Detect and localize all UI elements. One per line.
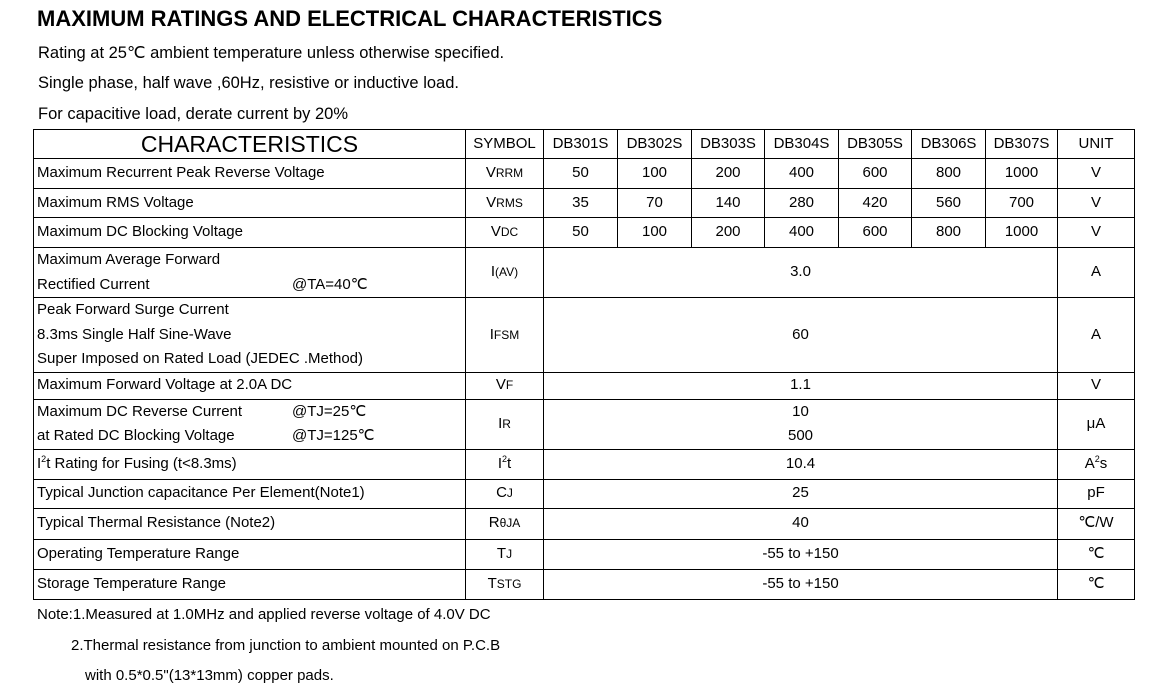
value-cell [544, 449, 1058, 479]
symbol-cell [466, 399, 544, 449]
symbol-main: V [495, 376, 506, 394]
symbol-cell [466, 479, 544, 508]
unit-cell: V [1058, 218, 1135, 248]
value-cell: 1000 [986, 159, 1058, 189]
characteristic-text [37, 347, 462, 372]
characteristic-cell [34, 189, 466, 218]
unit-cell: V [1058, 159, 1135, 189]
symbol-cell [466, 189, 544, 218]
characteristic-cell [34, 218, 466, 248]
header-symbol: SYMBOL [466, 130, 544, 159]
symbol-sub: R [502, 416, 511, 431]
symbol-sub: J [506, 546, 513, 561]
unit-cell: V [1058, 372, 1135, 399]
characteristic-text [37, 323, 462, 348]
value: 60 [792, 325, 809, 343]
value-cell: 600 [839, 218, 912, 248]
intro-line: Rating at 25℃ ambient temperature unless otherwise specified. [38, 44, 505, 62]
table-row [34, 218, 1135, 248]
table-row [34, 539, 1135, 569]
header-part: DB303S [692, 130, 765, 159]
characteristic-cell [34, 539, 466, 569]
value-cell: 800 [912, 159, 986, 189]
unit-cell: ℃ [1058, 539, 1135, 569]
value-cell: 600 [839, 159, 912, 189]
header-row [34, 130, 1135, 159]
symbol-cell [466, 248, 544, 298]
value-cell: 400 [765, 218, 839, 248]
unit-cell: pF [1058, 479, 1135, 508]
value: 3.0 [790, 263, 811, 281]
symbol-cell [466, 539, 544, 569]
header-part: DB302S [618, 130, 692, 159]
table-row [34, 508, 1135, 539]
value: 10 [792, 402, 809, 420]
characteristic-label: Maximum Average Forward [37, 251, 221, 268]
characteristic-text [37, 424, 462, 449]
characteristic-cell [34, 569, 466, 599]
header-part: DB307S [986, 130, 1058, 159]
symbol-sub: FSM [493, 327, 520, 342]
value-cell: 200 [692, 218, 765, 248]
condition: @TA=40℃ [292, 275, 368, 293]
characteristic-cell [34, 248, 466, 298]
value: 500 [787, 427, 814, 444]
note-1: Note:1.Measured at 1.0MHz and applied reverse voltage of 4.0V DC [37, 606, 491, 623]
value-cell: 100 [618, 218, 692, 248]
characteristic-cell [34, 449, 466, 479]
table-row [34, 569, 1135, 599]
value-cell [544, 248, 1058, 298]
symbol-main: I [498, 414, 503, 432]
symbol-cell [466, 569, 544, 599]
value-cell [544, 479, 1058, 508]
symbol-cell: $I^2t$ [466, 449, 544, 479]
characteristic-text [37, 481, 462, 506]
header-part: DB306S [912, 130, 986, 159]
value: 25 [792, 484, 809, 502]
characteristic-cell [34, 298, 466, 373]
characteristic-label: Operating Temperature Range [37, 544, 240, 562]
characteristic-label: Super Imposed on Rated Load (JEDEC .Method) [37, 350, 364, 367]
table-row [34, 372, 1135, 399]
symbol-main: V [490, 223, 501, 241]
symbol-cell [466, 508, 544, 539]
characteristic-text [37, 191, 462, 216]
characteristic-label: Maximum DC Reverse Current [37, 402, 243, 420]
page-title: MAXIMUM RATINGS AND ELECTRICAL CHARACTERISTICS [37, 6, 663, 31]
characteristic-label: Maximum RMS Voltage [37, 193, 194, 211]
characteristic-cell [34, 479, 466, 508]
table-row [34, 189, 1135, 218]
unit-cell: μA [1058, 399, 1135, 449]
symbol-main: T [487, 574, 497, 592]
value-cell [544, 569, 1058, 599]
characteristic-text [37, 400, 462, 425]
value-cell: 50 [544, 159, 618, 189]
header-characteristics: CHARACTERISTICS [34, 130, 466, 159]
header-unit: UNIT [1058, 130, 1135, 159]
symbol-main: C [496, 484, 507, 502]
characteristic-text [37, 273, 462, 298]
characteristic-text [37, 248, 462, 273]
symbol-sub: RMS [496, 195, 523, 210]
value-cell: 200 [692, 159, 765, 189]
characteristic-label: Storage Temperature Range [37, 574, 227, 592]
value-cell: 1000 [986, 218, 1058, 248]
note-2-cont: with 0.5*0.5"(13*13mm) copper pads. [85, 667, 334, 684]
characteristic-label: t Rating for Fusing (t<8.3ms) [46, 454, 237, 472]
unit-cell: ℃ [1058, 569, 1135, 599]
value-cell [544, 539, 1058, 569]
value-cell: 420 [839, 189, 912, 218]
characteristic-text [37, 542, 462, 567]
header-part: DB301S [544, 130, 618, 159]
value: -55 to +150 [762, 574, 839, 592]
unit-cell: $A^2s$ [1058, 449, 1135, 479]
condition: @TJ=125℃ [292, 427, 375, 444]
characteristic-label: 8.3ms Single Half Sine-Wave [37, 325, 232, 343]
symbol-cell [466, 218, 544, 248]
table-row [34, 399, 1135, 449]
intro-line: Single phase, half wave ,60Hz, resistive or inductive load. [38, 74, 459, 92]
value: 1.1 [790, 376, 811, 394]
characteristic-text [37, 572, 462, 597]
note-2: 2.Thermal resistance from junction to ambient mounted on P.C.B [71, 637, 501, 654]
table-row [34, 248, 1135, 298]
symbol-sub: STG [496, 576, 522, 591]
characteristic-label: Rectified Current [37, 275, 150, 293]
symbol-sub: F [505, 378, 514, 393]
symbol-sub: DC [500, 225, 519, 240]
value: 10.4 [785, 454, 816, 472]
characteristic-label: Peak Forward Surge Current [37, 301, 229, 318]
characteristic-label: Typical Thermal Resistance (Note2) [37, 514, 276, 532]
characteristic-text: $I^2t$ Rating for Fusing (t<8.3ms) [37, 453, 237, 472]
header-part: DB305S [839, 130, 912, 159]
value-cell [544, 508, 1058, 539]
symbol-main: R [488, 514, 500, 532]
symbol-cell [466, 298, 544, 373]
characteristic-label: at Rated DC Blocking Voltage [37, 427, 235, 444]
table-row [34, 298, 1135, 373]
symbol-main: I [489, 325, 494, 343]
value-cell: 100 [618, 159, 692, 189]
characteristic-label: Maximum DC Blocking Voltage [37, 223, 243, 241]
characteristic-text [37, 511, 462, 536]
unit-cell: V [1058, 189, 1135, 218]
header-part: DB304S [765, 130, 839, 159]
value-cell: 50 [544, 218, 618, 248]
characteristic-cell [34, 508, 466, 539]
value-cell [544, 298, 1058, 373]
symbol-cell [466, 372, 544, 399]
value-cell [544, 372, 1058, 399]
characteristic-cell [34, 159, 466, 189]
table-row [34, 479, 1135, 508]
symbol-main: V [485, 164, 496, 182]
symbol-main: T [496, 544, 507, 562]
symbol-sub: J [506, 486, 513, 501]
unit-cell: A [1058, 298, 1135, 373]
table-row [34, 159, 1135, 189]
symbol-sub: RRM [495, 166, 524, 181]
value-cell: 280 [765, 189, 839, 218]
symbol-cell [466, 159, 544, 189]
value: -55 to +150 [762, 544, 839, 562]
value: 40 [792, 514, 809, 532]
value-cell: 35 [544, 189, 618, 218]
value-cell: 560 [912, 189, 986, 218]
condition: @TJ=25℃ [292, 402, 367, 420]
value-cell [544, 399, 1058, 449]
characteristic-text [37, 161, 462, 186]
characteristic-text [37, 373, 462, 398]
characteristic-label: Typical Junction capacitance Per Element(Note1) [37, 484, 365, 502]
unit-cell: A [1058, 248, 1135, 298]
symbol-sub: θJA [499, 516, 521, 531]
intro-line: For capacitive load, derate current by 20% [38, 105, 348, 123]
value-cell: 140 [692, 189, 765, 218]
value-cell: 700 [986, 189, 1058, 218]
value-cell: 70 [618, 189, 692, 218]
value-cell: 800 [912, 218, 986, 248]
characteristic-cell [34, 399, 466, 449]
characteristic-text [37, 298, 462, 323]
symbol-main: V [486, 193, 497, 211]
characteristic-cell [34, 372, 466, 399]
unit-cell: ℃/W [1058, 508, 1135, 539]
symbol-main: I [490, 263, 496, 281]
table-row [34, 449, 1135, 479]
symbol-sub: (AV) [495, 265, 519, 280]
ratings-table [33, 129, 1135, 600]
characteristic-label: Maximum Forward Voltage at 2.0A DC [37, 376, 293, 394]
characteristic-text [37, 220, 462, 245]
characteristic-label: Maximum Recurrent Peak Reverse Voltage [37, 164, 325, 182]
value-cell: 400 [765, 159, 839, 189]
